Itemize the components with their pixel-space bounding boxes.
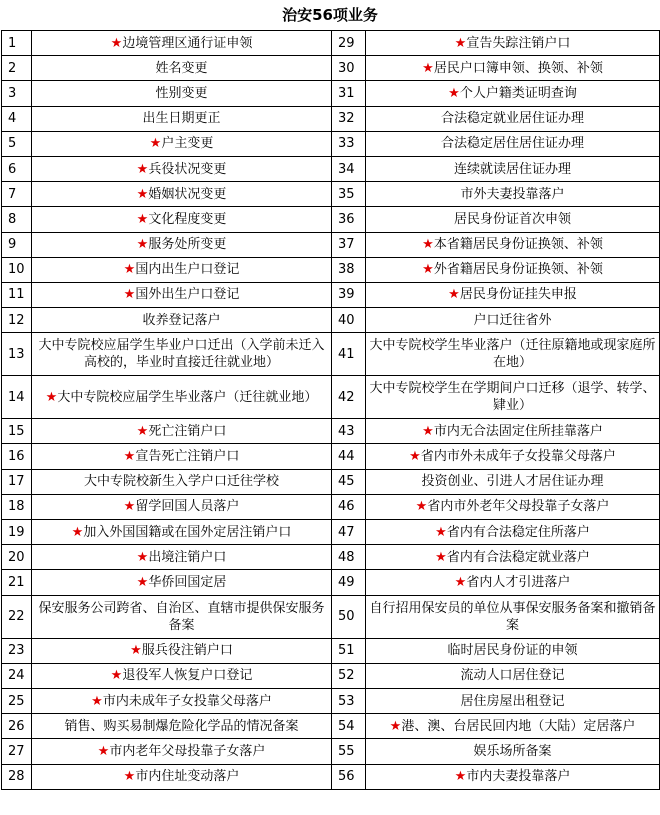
item-label: 文化程度变更 bbox=[148, 211, 227, 227]
star-icon: ★ bbox=[136, 186, 149, 202]
item-label: 居民身份证首次申领 bbox=[453, 211, 571, 227]
item-label: 户主变更 bbox=[161, 136, 214, 152]
item-name bbox=[366, 56, 660, 81]
star-icon: ★ bbox=[45, 389, 58, 405]
item-number: 17 bbox=[2, 469, 32, 494]
item-number: 22 bbox=[2, 595, 32, 638]
item-label: 华侨回国定居 bbox=[148, 574, 227, 590]
item-number: 47 bbox=[332, 520, 366, 545]
item-number: 24 bbox=[2, 663, 32, 688]
item-number: 15 bbox=[2, 419, 32, 444]
item-name bbox=[32, 282, 332, 307]
star-icon: ★ bbox=[136, 161, 149, 177]
table-row bbox=[2, 444, 660, 469]
item-label: 留学回国人员落户 bbox=[135, 499, 240, 515]
item-label: 省内有合法稳定住所落户 bbox=[446, 524, 590, 540]
star-icon: ★ bbox=[136, 237, 149, 253]
item-label: 出境注销户口 bbox=[148, 549, 227, 565]
star-icon: ★ bbox=[123, 262, 136, 278]
item-name bbox=[32, 469, 332, 494]
item-number: 18 bbox=[2, 494, 32, 519]
item-number: 49 bbox=[332, 570, 366, 595]
item-name bbox=[366, 520, 660, 545]
item-name bbox=[32, 688, 332, 713]
item-number: 53 bbox=[332, 688, 366, 713]
star-icon: ★ bbox=[136, 423, 149, 439]
item-name bbox=[32, 739, 332, 764]
item-label: 居民身份证挂失申报 bbox=[459, 287, 577, 303]
item-number: 12 bbox=[2, 308, 32, 333]
table-row bbox=[2, 545, 660, 570]
item-label: 大中专院校应届学生毕业落户（迁往就业地） bbox=[57, 389, 318, 405]
item-label: 国外出生户口登记 bbox=[135, 287, 240, 303]
star-icon: ★ bbox=[71, 524, 84, 540]
item-name bbox=[32, 257, 332, 282]
table-row bbox=[2, 494, 660, 519]
item-name bbox=[32, 419, 332, 444]
item-number: 27 bbox=[2, 739, 32, 764]
item-name bbox=[366, 131, 660, 156]
star-icon: ★ bbox=[435, 524, 447, 540]
item-name bbox=[366, 106, 660, 131]
item-label: 居住房屋出租登记 bbox=[460, 693, 565, 709]
item-name bbox=[366, 376, 660, 419]
item-label: 投资创业、引进人才居住证办理 bbox=[421, 474, 604, 490]
item-name bbox=[32, 31, 332, 56]
business-table-body bbox=[2, 31, 660, 790]
page-title: 治安56项业务 bbox=[282, 6, 378, 24]
item-label: 省内市外未成年子女投靠父母落户 bbox=[420, 449, 616, 465]
item-number: 52 bbox=[332, 663, 366, 688]
item-number: 28 bbox=[2, 764, 32, 789]
item-name bbox=[32, 520, 332, 545]
item-label: 出生日期更正 bbox=[142, 111, 221, 127]
star-icon: ★ bbox=[422, 237, 434, 253]
star-icon: ★ bbox=[415, 499, 428, 515]
item-label: 外省籍居民身份证换领、补领 bbox=[433, 262, 603, 278]
table-row bbox=[2, 638, 660, 663]
item-label: 死亡注销户口 bbox=[148, 423, 227, 439]
item-name bbox=[366, 663, 660, 688]
item-number: 30 bbox=[332, 56, 366, 81]
star-icon: ★ bbox=[454, 35, 467, 51]
item-name bbox=[32, 308, 332, 333]
item-number: 26 bbox=[2, 714, 32, 739]
item-number: 46 bbox=[332, 494, 366, 519]
star-icon: ★ bbox=[409, 449, 421, 465]
item-name bbox=[32, 570, 332, 595]
item-label: 娱乐场所备案 bbox=[473, 743, 552, 759]
item-label: 户口迁往省外 bbox=[473, 312, 552, 328]
item-label: 市外夫妻投靠落户 bbox=[460, 186, 565, 202]
item-number: 32 bbox=[332, 106, 366, 131]
table-row bbox=[2, 714, 660, 739]
item-label: 销售、购买易制爆危险化学品的情况备案 bbox=[64, 718, 299, 734]
item-name bbox=[366, 714, 660, 739]
item-name bbox=[366, 282, 660, 307]
item-name bbox=[32, 764, 332, 789]
item-label: 合法稳定就业居住证办理 bbox=[440, 111, 584, 127]
item-name bbox=[32, 638, 332, 663]
item-number: 56 bbox=[332, 764, 366, 789]
item-number: 11 bbox=[2, 282, 32, 307]
table-row bbox=[2, 131, 660, 156]
item-number: 38 bbox=[332, 257, 366, 282]
item-label: 连续就读居住证办理 bbox=[453, 161, 571, 177]
item-name bbox=[32, 333, 332, 376]
star-icon: ★ bbox=[123, 499, 136, 515]
item-name bbox=[366, 257, 660, 282]
item-number: 40 bbox=[332, 308, 366, 333]
item-name bbox=[32, 494, 332, 519]
table-row bbox=[2, 257, 660, 282]
item-label: 兵役状况变更 bbox=[148, 161, 227, 177]
table-row bbox=[2, 739, 660, 764]
item-number: 39 bbox=[332, 282, 366, 307]
table-row bbox=[2, 469, 660, 494]
item-name bbox=[32, 595, 332, 638]
item-name bbox=[366, 156, 660, 181]
item-number: 29 bbox=[332, 31, 366, 56]
item-name bbox=[366, 545, 660, 570]
star-icon: ★ bbox=[110, 668, 123, 684]
item-name bbox=[32, 376, 332, 419]
table-row bbox=[2, 595, 660, 638]
item-label: 个人户籍类证明查询 bbox=[459, 85, 577, 101]
item-number: 43 bbox=[332, 419, 366, 444]
item-name bbox=[366, 570, 660, 595]
item-label: 婚姻状况变更 bbox=[148, 186, 227, 202]
item-number: 51 bbox=[332, 638, 366, 663]
item-label: 大中专院校学生毕业落户（迁往原籍地或现家庭所在地） bbox=[369, 338, 656, 371]
item-number: 3 bbox=[2, 81, 32, 106]
table-row bbox=[2, 207, 660, 232]
item-number: 19 bbox=[2, 520, 32, 545]
item-number: 34 bbox=[332, 156, 366, 181]
item-name bbox=[366, 469, 660, 494]
item-label: 市内夫妻投靠落户 bbox=[466, 769, 571, 785]
table-row bbox=[2, 570, 660, 595]
table-row bbox=[2, 106, 660, 131]
item-number: 7 bbox=[2, 182, 32, 207]
item-label: 市内住址变动落户 bbox=[135, 769, 240, 785]
item-label: 省内有合法稳定就业落户 bbox=[446, 549, 590, 565]
item-name bbox=[366, 308, 660, 333]
item-number: 9 bbox=[2, 232, 32, 257]
item-label: 宣告失踪注销户口 bbox=[466, 35, 571, 51]
item-name bbox=[366, 419, 660, 444]
item-label: 本省籍居民身份证换领、补领 bbox=[433, 237, 603, 253]
item-name bbox=[32, 56, 332, 81]
star-icon: ★ bbox=[136, 549, 149, 565]
star-icon: ★ bbox=[422, 60, 434, 76]
table-row bbox=[2, 31, 660, 56]
star-icon: ★ bbox=[448, 85, 460, 101]
item-number: 16 bbox=[2, 444, 32, 469]
item-label: 保安服务公司跨省、自治区、直辖市提供保安服务备案 bbox=[38, 600, 325, 633]
item-label: 合法稳定居住居住证办理 bbox=[440, 136, 584, 152]
item-label: 姓名变更 bbox=[155, 60, 208, 76]
item-number: 35 bbox=[332, 182, 366, 207]
item-number: 10 bbox=[2, 257, 32, 282]
business-table bbox=[1, 30, 660, 790]
item-name bbox=[366, 595, 660, 638]
item-name bbox=[366, 444, 660, 469]
item-number: 37 bbox=[332, 232, 366, 257]
table-row bbox=[2, 182, 660, 207]
item-number: 36 bbox=[332, 207, 366, 232]
table-row bbox=[2, 520, 660, 545]
item-name bbox=[32, 207, 332, 232]
item-number: 41 bbox=[332, 333, 366, 376]
item-label: 居民户口簿申领、换领、补领 bbox=[433, 60, 603, 76]
item-number: 55 bbox=[332, 739, 366, 764]
item-name bbox=[366, 688, 660, 713]
star-icon: ★ bbox=[136, 574, 149, 590]
item-number: 33 bbox=[332, 131, 366, 156]
item-label: 边境管理区通行证申领 bbox=[122, 35, 253, 51]
item-number: 50 bbox=[332, 595, 366, 638]
item-name bbox=[366, 182, 660, 207]
item-label: 大中专院校应届学生毕业户口迁出（入学前未迁入高校的，毕业时直接迁往就业地） bbox=[38, 338, 325, 371]
item-label: 自行招用保安员的单位从事保安服务备案和撤销备案 bbox=[369, 600, 656, 633]
table-row bbox=[2, 419, 660, 444]
star-icon: ★ bbox=[389, 718, 402, 734]
item-name bbox=[32, 106, 332, 131]
item-number: 6 bbox=[2, 156, 32, 181]
item-number: 54 bbox=[332, 714, 366, 739]
star-icon: ★ bbox=[110, 35, 123, 51]
item-number: 1 bbox=[2, 31, 32, 56]
item-label: 服务处所变更 bbox=[148, 237, 227, 253]
star-icon: ★ bbox=[422, 423, 434, 439]
item-number: 14 bbox=[2, 376, 32, 419]
item-label: 省内市外老年父母投靠子女落户 bbox=[427, 499, 610, 515]
table-row bbox=[2, 81, 660, 106]
star-icon: ★ bbox=[123, 287, 136, 303]
star-icon: ★ bbox=[91, 693, 103, 709]
table-row bbox=[2, 308, 660, 333]
star-icon: ★ bbox=[454, 769, 467, 785]
item-label: 市内未成年子女投靠父母落户 bbox=[102, 693, 272, 709]
item-number: 13 bbox=[2, 333, 32, 376]
star-icon: ★ bbox=[97, 743, 110, 759]
table-row bbox=[2, 764, 660, 789]
table-row bbox=[2, 56, 660, 81]
star-icon: ★ bbox=[448, 287, 460, 303]
item-label: 省内人才引进落户 bbox=[466, 574, 571, 590]
item-name bbox=[32, 156, 332, 181]
star-icon: ★ bbox=[149, 136, 162, 152]
star-icon: ★ bbox=[123, 769, 136, 785]
item-label: 加入外国国籍或在国外定居注销户口 bbox=[83, 524, 292, 540]
item-number: 21 bbox=[2, 570, 32, 595]
table-row bbox=[2, 376, 660, 419]
item-name bbox=[32, 714, 332, 739]
item-number: 2 bbox=[2, 56, 32, 81]
table-row bbox=[2, 156, 660, 181]
item-label: 服兵役注销户口 bbox=[141, 643, 233, 659]
item-name bbox=[32, 81, 332, 106]
item-number: 5 bbox=[2, 131, 32, 156]
item-name bbox=[366, 739, 660, 764]
item-number: 45 bbox=[332, 469, 366, 494]
table-row bbox=[2, 333, 660, 376]
item-number: 4 bbox=[2, 106, 32, 131]
table-row bbox=[2, 232, 660, 257]
item-name bbox=[366, 638, 660, 663]
item-name bbox=[32, 232, 332, 257]
item-label: 宣告死亡注销户口 bbox=[135, 449, 240, 465]
star-icon: ★ bbox=[435, 549, 447, 565]
item-name bbox=[366, 31, 660, 56]
item-name bbox=[366, 81, 660, 106]
item-label: 大中专院校学生在学期间户口迁移（退学、转学、肄业） bbox=[369, 381, 656, 414]
item-name bbox=[32, 663, 332, 688]
item-label: 大中专院校新生入学户口迁往学校 bbox=[83, 474, 279, 490]
item-label: 性别变更 bbox=[155, 85, 208, 101]
item-number: 42 bbox=[332, 376, 366, 419]
item-name bbox=[366, 207, 660, 232]
item-name bbox=[366, 232, 660, 257]
item-label: 市内无合法固定住所挂靠落户 bbox=[433, 423, 603, 439]
item-number: 20 bbox=[2, 545, 32, 570]
star-icon: ★ bbox=[454, 574, 467, 590]
item-label: 流动人口居住登记 bbox=[460, 668, 565, 684]
item-number: 23 bbox=[2, 638, 32, 663]
item-label: 市内老年父母投靠子女落户 bbox=[109, 743, 266, 759]
item-name bbox=[32, 182, 332, 207]
item-number: 48 bbox=[332, 545, 366, 570]
item-number: 44 bbox=[332, 444, 366, 469]
item-label: 港、澳、台居民回内地（大陆）定居落户 bbox=[401, 718, 636, 734]
item-number: 8 bbox=[2, 207, 32, 232]
item-label: 收养登记落户 bbox=[142, 312, 221, 328]
item-number: 31 bbox=[332, 81, 366, 106]
star-icon: ★ bbox=[130, 643, 142, 659]
table-row bbox=[2, 282, 660, 307]
item-number: 25 bbox=[2, 688, 32, 713]
item-name bbox=[366, 764, 660, 789]
item-label: 退役军人恢复户口登记 bbox=[122, 668, 253, 684]
item-name bbox=[32, 131, 332, 156]
item-name bbox=[366, 494, 660, 519]
item-name bbox=[32, 444, 332, 469]
star-icon: ★ bbox=[123, 449, 136, 465]
table-row bbox=[2, 663, 660, 688]
table-row bbox=[2, 688, 660, 713]
item-label: 临时居民身份证的申领 bbox=[447, 643, 578, 659]
item-label: 国内出生户口登记 bbox=[135, 262, 240, 278]
star-icon: ★ bbox=[136, 211, 149, 227]
item-name bbox=[366, 333, 660, 376]
star-icon: ★ bbox=[422, 262, 434, 278]
item-name bbox=[32, 545, 332, 570]
